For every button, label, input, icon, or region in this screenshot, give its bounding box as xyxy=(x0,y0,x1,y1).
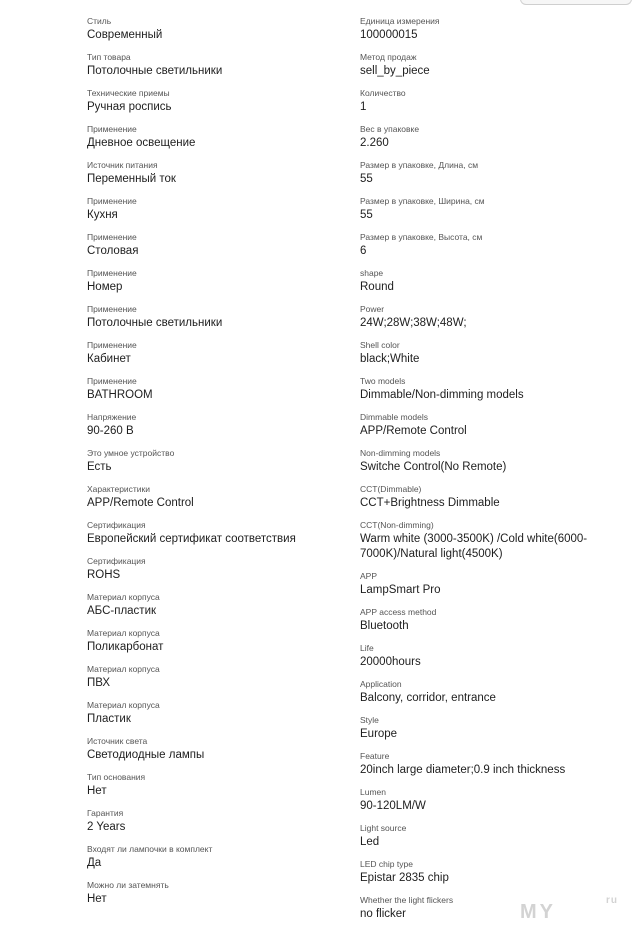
spec-item xyxy=(360,196,630,232)
spec-item xyxy=(360,304,630,340)
spec-label: Применение xyxy=(87,304,137,314)
spec-label: Light source xyxy=(360,823,407,833)
spec-item xyxy=(360,160,630,196)
spec-label: Технические приемы xyxy=(87,88,170,98)
spec-label: Применение xyxy=(87,268,137,278)
spec-label: Сертификация xyxy=(87,556,146,566)
spec-item xyxy=(87,124,349,160)
spec-item xyxy=(87,556,349,592)
spec-value: 2 Years xyxy=(87,821,126,833)
spec-item xyxy=(87,88,349,124)
spec-value: Led xyxy=(360,836,380,848)
spec-item xyxy=(360,859,630,895)
spec-label: Это умное устройство xyxy=(87,448,175,458)
spec-value: Светодиодные лампы xyxy=(87,749,205,761)
spec-value: Ручная роспись xyxy=(87,101,172,113)
spec-value: Кабинет xyxy=(87,353,131,365)
spec-item xyxy=(87,16,349,52)
spec-value: Bluetooth xyxy=(360,620,409,632)
spec-label: Non-dimming models xyxy=(360,448,441,458)
spec-label: Размер в упаковке, Ширина, см xyxy=(360,196,485,206)
spec-label: Вес в упаковке xyxy=(360,124,420,134)
spec-label: Напряжение xyxy=(87,412,137,422)
spec-item xyxy=(87,484,349,520)
spec-label: Количество xyxy=(360,88,406,98)
spec-value: Нет xyxy=(87,893,107,905)
spec-label: Размер в упаковке, Высота, см xyxy=(360,232,483,242)
spec-value: 20inch large diameter;0.9 inch thickness xyxy=(360,764,566,776)
spec-value: Epistar 2835 chip xyxy=(360,872,449,884)
spec-value: 55 xyxy=(360,209,373,221)
spec-value: CCT+Brightness Dimmable xyxy=(360,497,500,509)
spec-value: Потолочные светильники xyxy=(87,65,223,77)
spec-item xyxy=(360,268,630,304)
spec-value: Дневное освещение xyxy=(87,137,196,149)
spec-label: APP access method xyxy=(360,607,437,617)
spec-item xyxy=(87,772,349,808)
spec-label: Power xyxy=(360,304,385,314)
spec-value: APP/Remote Control xyxy=(87,497,194,509)
spec-label: Lumen xyxy=(360,787,386,797)
spec-item xyxy=(87,628,349,664)
specs-column-right xyxy=(360,16,630,931)
spec-value: 55 xyxy=(360,173,373,185)
spec-item xyxy=(360,787,630,823)
spec-item xyxy=(360,571,630,607)
spec-label: Входят ли лампочки в комплект xyxy=(87,844,213,854)
spec-label: Метод продаж xyxy=(360,52,417,62)
spec-item xyxy=(360,520,630,571)
spec-value: 24W;28W;38W;48W; xyxy=(360,317,467,329)
spec-value: Потолочные светильники xyxy=(87,317,223,329)
spec-label: Единица измерения xyxy=(360,16,440,26)
spec-value: Balcony, corridor, entrance xyxy=(360,692,496,704)
spec-item xyxy=(87,808,349,844)
spec-value: Switche Control(No Remote) xyxy=(360,461,507,473)
spec-item xyxy=(87,736,349,772)
spec-label: LED chip type xyxy=(360,859,413,869)
spec-value: 2.260 xyxy=(360,137,389,149)
spec-item xyxy=(87,376,349,412)
spec-value: Поликарбонат xyxy=(87,641,164,653)
spec-value: 90-260 В xyxy=(87,425,134,437)
spec-value: Есть xyxy=(87,461,112,473)
spec-value: Современный xyxy=(87,29,163,41)
spec-item xyxy=(360,232,630,268)
spec-label: Материал корпуса xyxy=(87,628,160,638)
spec-item xyxy=(360,88,630,124)
spec-item xyxy=(360,484,630,520)
spec-label: Материал корпуса xyxy=(87,700,160,710)
spec-value: Да xyxy=(87,857,102,869)
spec-label: Dimmable models xyxy=(360,412,429,422)
spec-item xyxy=(360,715,630,751)
spec-value: Столовая xyxy=(87,245,139,257)
spec-item xyxy=(87,52,349,88)
spec-value: 100000015 xyxy=(360,29,418,41)
spec-item xyxy=(87,592,349,628)
spec-item xyxy=(360,52,630,88)
spec-item xyxy=(87,880,349,916)
spec-value: APP/Remote Control xyxy=(360,425,467,437)
spec-item xyxy=(87,520,349,556)
spec-item xyxy=(360,412,630,448)
spec-label: CCT(Non-dimming) xyxy=(360,520,434,530)
spec-item xyxy=(360,448,630,484)
spec-label: Материал корпуса xyxy=(87,592,160,602)
spec-label: Application xyxy=(360,679,402,689)
spec-value: Пластик xyxy=(87,713,131,725)
spec-label: Применение xyxy=(87,376,137,386)
spec-label: Тип товара xyxy=(87,52,131,62)
spec-label: CCT(Dimmable) xyxy=(360,484,422,494)
spec-label: shape xyxy=(360,268,384,278)
spec-item xyxy=(360,16,630,52)
spec-value: Warm white (3000-3500K) /Cold white(6000-7000K)/Natural light(4500K) xyxy=(360,533,588,560)
spec-label: APP xyxy=(360,571,378,581)
spec-value: Dimmable/Non-dimming models xyxy=(360,389,524,401)
spec-label: Shell color xyxy=(360,340,400,350)
spec-value: 90-120LM/W xyxy=(360,800,426,812)
spec-label: Применение xyxy=(87,124,137,134)
spec-value: Europe xyxy=(360,728,398,740)
spec-item xyxy=(87,268,349,304)
spec-item xyxy=(87,340,349,376)
watermark-domain: ru xyxy=(606,895,618,906)
spec-value: Европейский сертификат соответствия xyxy=(87,533,296,545)
spec-item xyxy=(360,823,630,859)
spec-item xyxy=(87,232,349,268)
spec-value: 1 xyxy=(360,101,367,113)
specs-column-left xyxy=(87,16,349,916)
spec-value: no flicker xyxy=(360,908,407,920)
spec-value: АБС-пластик xyxy=(87,605,157,617)
spec-label: Источник света xyxy=(87,736,148,746)
watermark-logo: MY xyxy=(520,901,556,923)
spec-label: Feature xyxy=(360,751,390,761)
spec-label: Style xyxy=(360,715,379,725)
spec-item xyxy=(87,844,349,880)
spec-value: Нет xyxy=(87,785,107,797)
spec-item xyxy=(360,376,630,412)
spec-label: Применение xyxy=(87,340,137,350)
spec-label: Сертификация xyxy=(87,520,146,530)
spec-value: ПВХ xyxy=(87,677,111,689)
spec-value: black;White xyxy=(360,353,420,365)
spec-value: Переменный ток xyxy=(87,173,176,185)
spec-item xyxy=(87,700,349,736)
spec-label: Стиль xyxy=(87,16,112,26)
spec-label: Применение xyxy=(87,232,137,242)
spec-label: Life xyxy=(360,643,374,653)
spec-label: Можно ли затемнять xyxy=(87,880,169,890)
spec-value: Кухня xyxy=(87,209,118,221)
spec-item xyxy=(87,664,349,700)
spec-label: Размер в упаковке, Длина, см xyxy=(360,160,479,170)
spec-item xyxy=(87,412,349,448)
spec-value: BATHROOM xyxy=(87,389,153,401)
spec-label: Характеристики xyxy=(87,484,151,494)
spec-value: ROHS xyxy=(87,569,121,581)
spec-value: LampSmart Pro xyxy=(360,584,441,596)
spec-value: Round xyxy=(360,281,394,293)
spec-item xyxy=(360,340,630,376)
spec-item xyxy=(360,643,630,679)
spec-item xyxy=(360,124,630,160)
spec-item xyxy=(360,751,630,787)
spec-item xyxy=(87,304,349,340)
spec-label: Two models xyxy=(360,376,406,386)
spec-value: 6 xyxy=(360,245,367,257)
spec-value: sell_by_piece xyxy=(360,65,430,77)
spec-value: 20000hours xyxy=(360,656,421,668)
spec-item xyxy=(360,895,630,931)
spec-label: Материал корпуса xyxy=(87,664,160,674)
spec-item xyxy=(360,607,630,643)
spec-label: Источник питания xyxy=(87,160,158,170)
spec-label: Применение xyxy=(87,196,137,206)
spec-label: Гарантия xyxy=(87,808,124,818)
spec-value: Номер xyxy=(87,281,123,293)
spec-item xyxy=(360,679,630,715)
spec-label: Тип основания xyxy=(87,772,146,782)
spec-item xyxy=(87,160,349,196)
spec-item xyxy=(87,196,349,232)
top-scroll-edge xyxy=(520,0,632,5)
spec-item xyxy=(87,448,349,484)
spec-label: Whether the light flickers xyxy=(360,895,454,905)
